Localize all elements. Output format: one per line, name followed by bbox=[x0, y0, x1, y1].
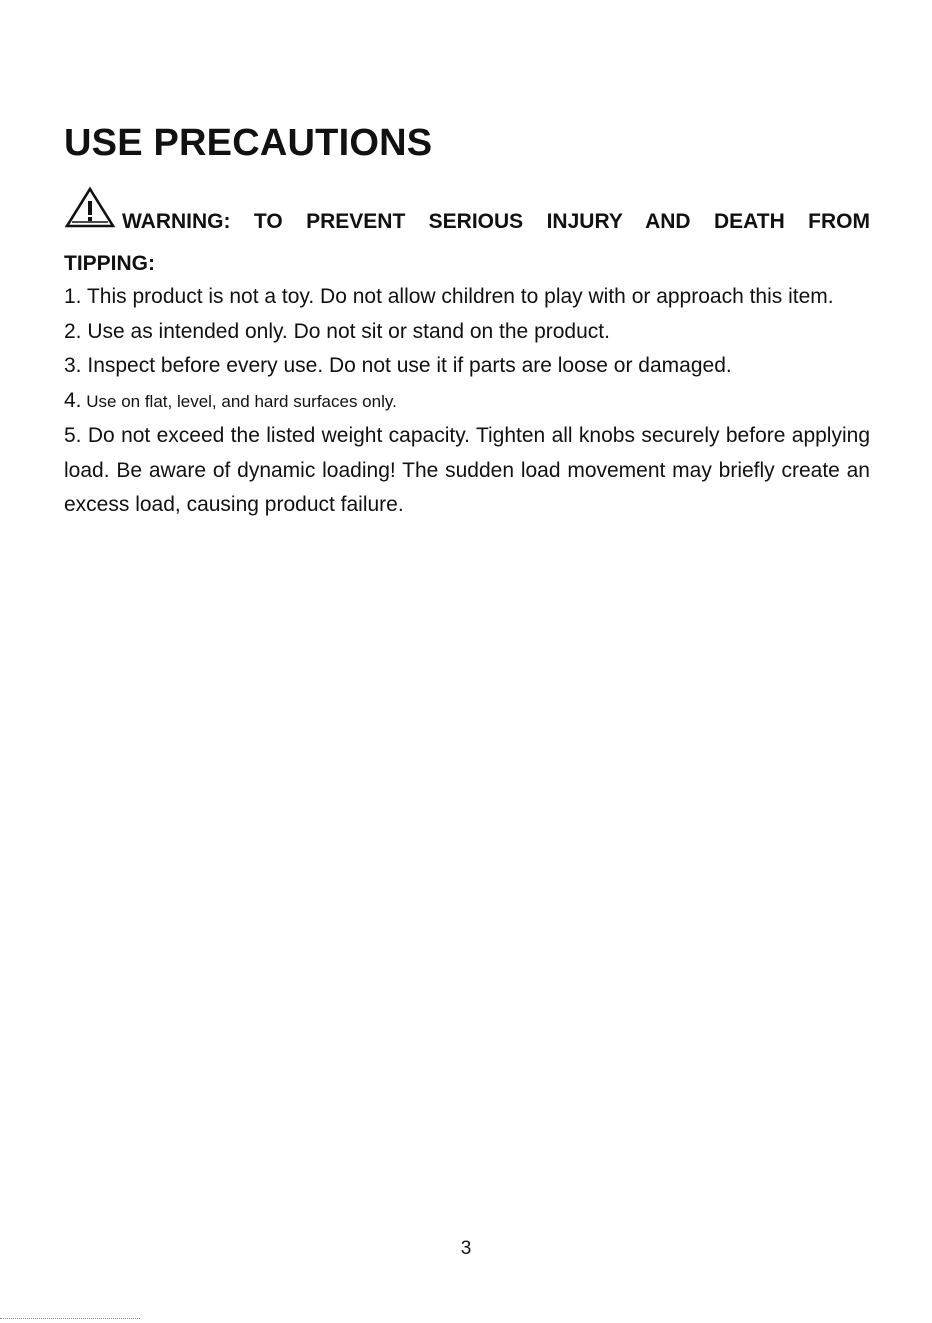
item-number: 4. bbox=[64, 388, 82, 412]
list-item bbox=[64, 315, 870, 350]
item-text: Use as intended only. Do not sit or stand on the product. bbox=[87, 319, 610, 343]
item-text: This product is not a toy. Do not allow children to play with or approach this item. bbox=[86, 285, 834, 308]
precautions-list bbox=[64, 280, 870, 523]
item-number: 3. bbox=[64, 354, 82, 377]
footer-divider bbox=[0, 1318, 140, 1322]
list-item bbox=[64, 384, 870, 420]
item-text: Do not exceed the listed weight capacity. Tighten all knobs securely before applying load. Be aware of dynamic loading! The sudden load movement may briefly create an excess load, causing product failure. bbox=[64, 424, 870, 516]
item-number: 1. bbox=[64, 285, 82, 308]
warning-text-line1: WARNING: TO PREVENT SERIOUS INJURY AND DEATH FROM bbox=[122, 210, 870, 233]
page-title: USE PRECAUTIONS bbox=[64, 122, 433, 164]
warning-header bbox=[64, 186, 870, 244]
item-text: Inspect before every use. Do not use it if parts are loose or damaged. bbox=[87, 354, 732, 377]
warning-text-line2: TIPPING: bbox=[64, 252, 156, 275]
list-item bbox=[64, 419, 870, 523]
warning-triangle-icon bbox=[64, 186, 116, 230]
page-number: 3 bbox=[460, 1238, 472, 1259]
item-text: Use on flat, level, and hard surfaces only. bbox=[86, 391, 397, 411]
list-item bbox=[64, 349, 870, 384]
item-number: 2. bbox=[64, 319, 82, 343]
item-number: 5. bbox=[64, 424, 82, 447]
list-item bbox=[64, 280, 870, 315]
warning-block bbox=[64, 186, 870, 278]
